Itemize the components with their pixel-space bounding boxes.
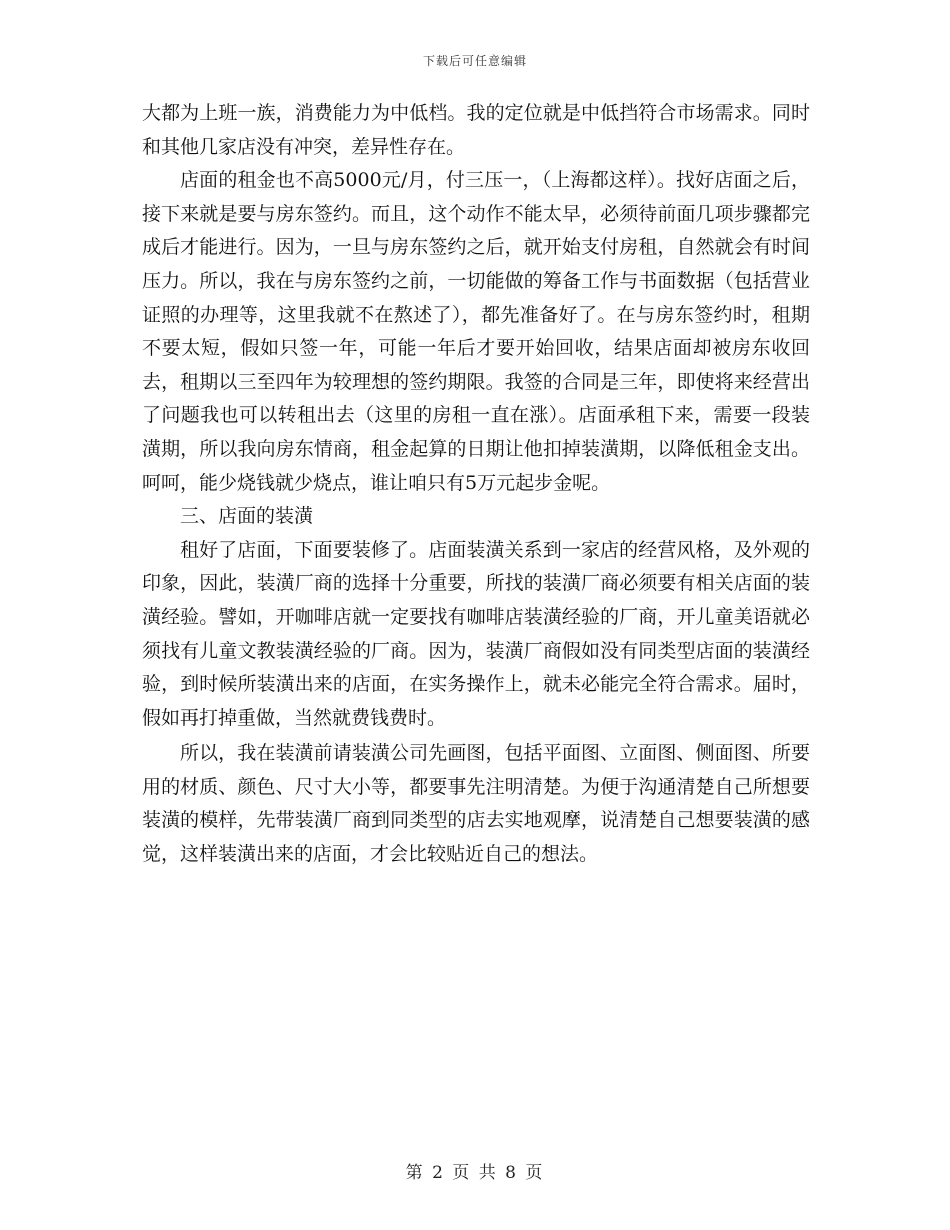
paragraph-rent: 店面的租金也不高5000元/月，付三压一，（上海都这样）。找好店面之后，接下来就是要与房东签约。而且，这个动作不能太早，必须待前面几项步骤都完成后才能进行。因为，一旦与房东签约之后，就开始支付房租，自然就会有时间压力。所以，我在与房东签约之前，一切能做的筹备工作与书面数据（包括营业证照的办理等，这里我就不在熬述了），都先准备好了。在与房东签约时，租期不要太短，假如只签一年，可能一年后才要开始回收，结果店面却被房东收回去，租期以三至四年为较理想的签约期限。我签的合同是三年，即使将来经营出了问题我也可以转租出去（这里的房租一直在涨）。店面承租下来，需要一段装潢期，所以我向房东情商，租金起算的日期让他扣掉装潢期，以降低租金支出。呵呵，能少烧钱就少烧点，谁让咱只有5万元起步金呢。 bbox=[142, 169, 810, 494]
section-heading-decoration: 三、店面的装潢 bbox=[180, 505, 314, 528]
page-header: 下载后可任意编辑 bbox=[422, 54, 527, 68]
paragraph-continued: 大都为上班一族，消费能力为中低档。我的定位就是中低挡符合市场需求。同时和其他几家店没有冲突，差异性存在。 bbox=[142, 102, 810, 158]
paragraph-design-plan: 所以，我在装潢前请装潢公司先画图，包括平面图、立面图、侧面图、所要用的材质、颜色、尺寸大小等，都要事先注明清楚。为便于沟通清楚自己所想要装潢的模样，先带装潢厂商到同类型的店去实地观摩，说清楚自己想要装潢的感觉，这样装潢出来的店面，才会比较贴近自己的想法。 bbox=[142, 742, 810, 866]
document-body bbox=[142, 97, 810, 872]
page-number-footer: 第 2 页 共 8 页 bbox=[405, 1163, 545, 1183]
paragraph-decoration: 租好了店面，下面要装修了。店面装潢关系到一家店的经营风格，及外观的印象，因此，装潢厂商的选择十分重要，所找的装潢厂商必须要有相关店面的装潢经验。譬如，开咖啡店就一定要找有咖啡店装潢经验的厂商，开儿童美语就必须找有儿童文教装潢经验的厂商。因为，装潢厂商假如没有同类型店面的装潢经验，到时候所装潢出来的店面，在实务操作上，就未必能完全符合需求。届时，假如再打掉重做，当然就费钱费时。 bbox=[142, 538, 810, 729]
